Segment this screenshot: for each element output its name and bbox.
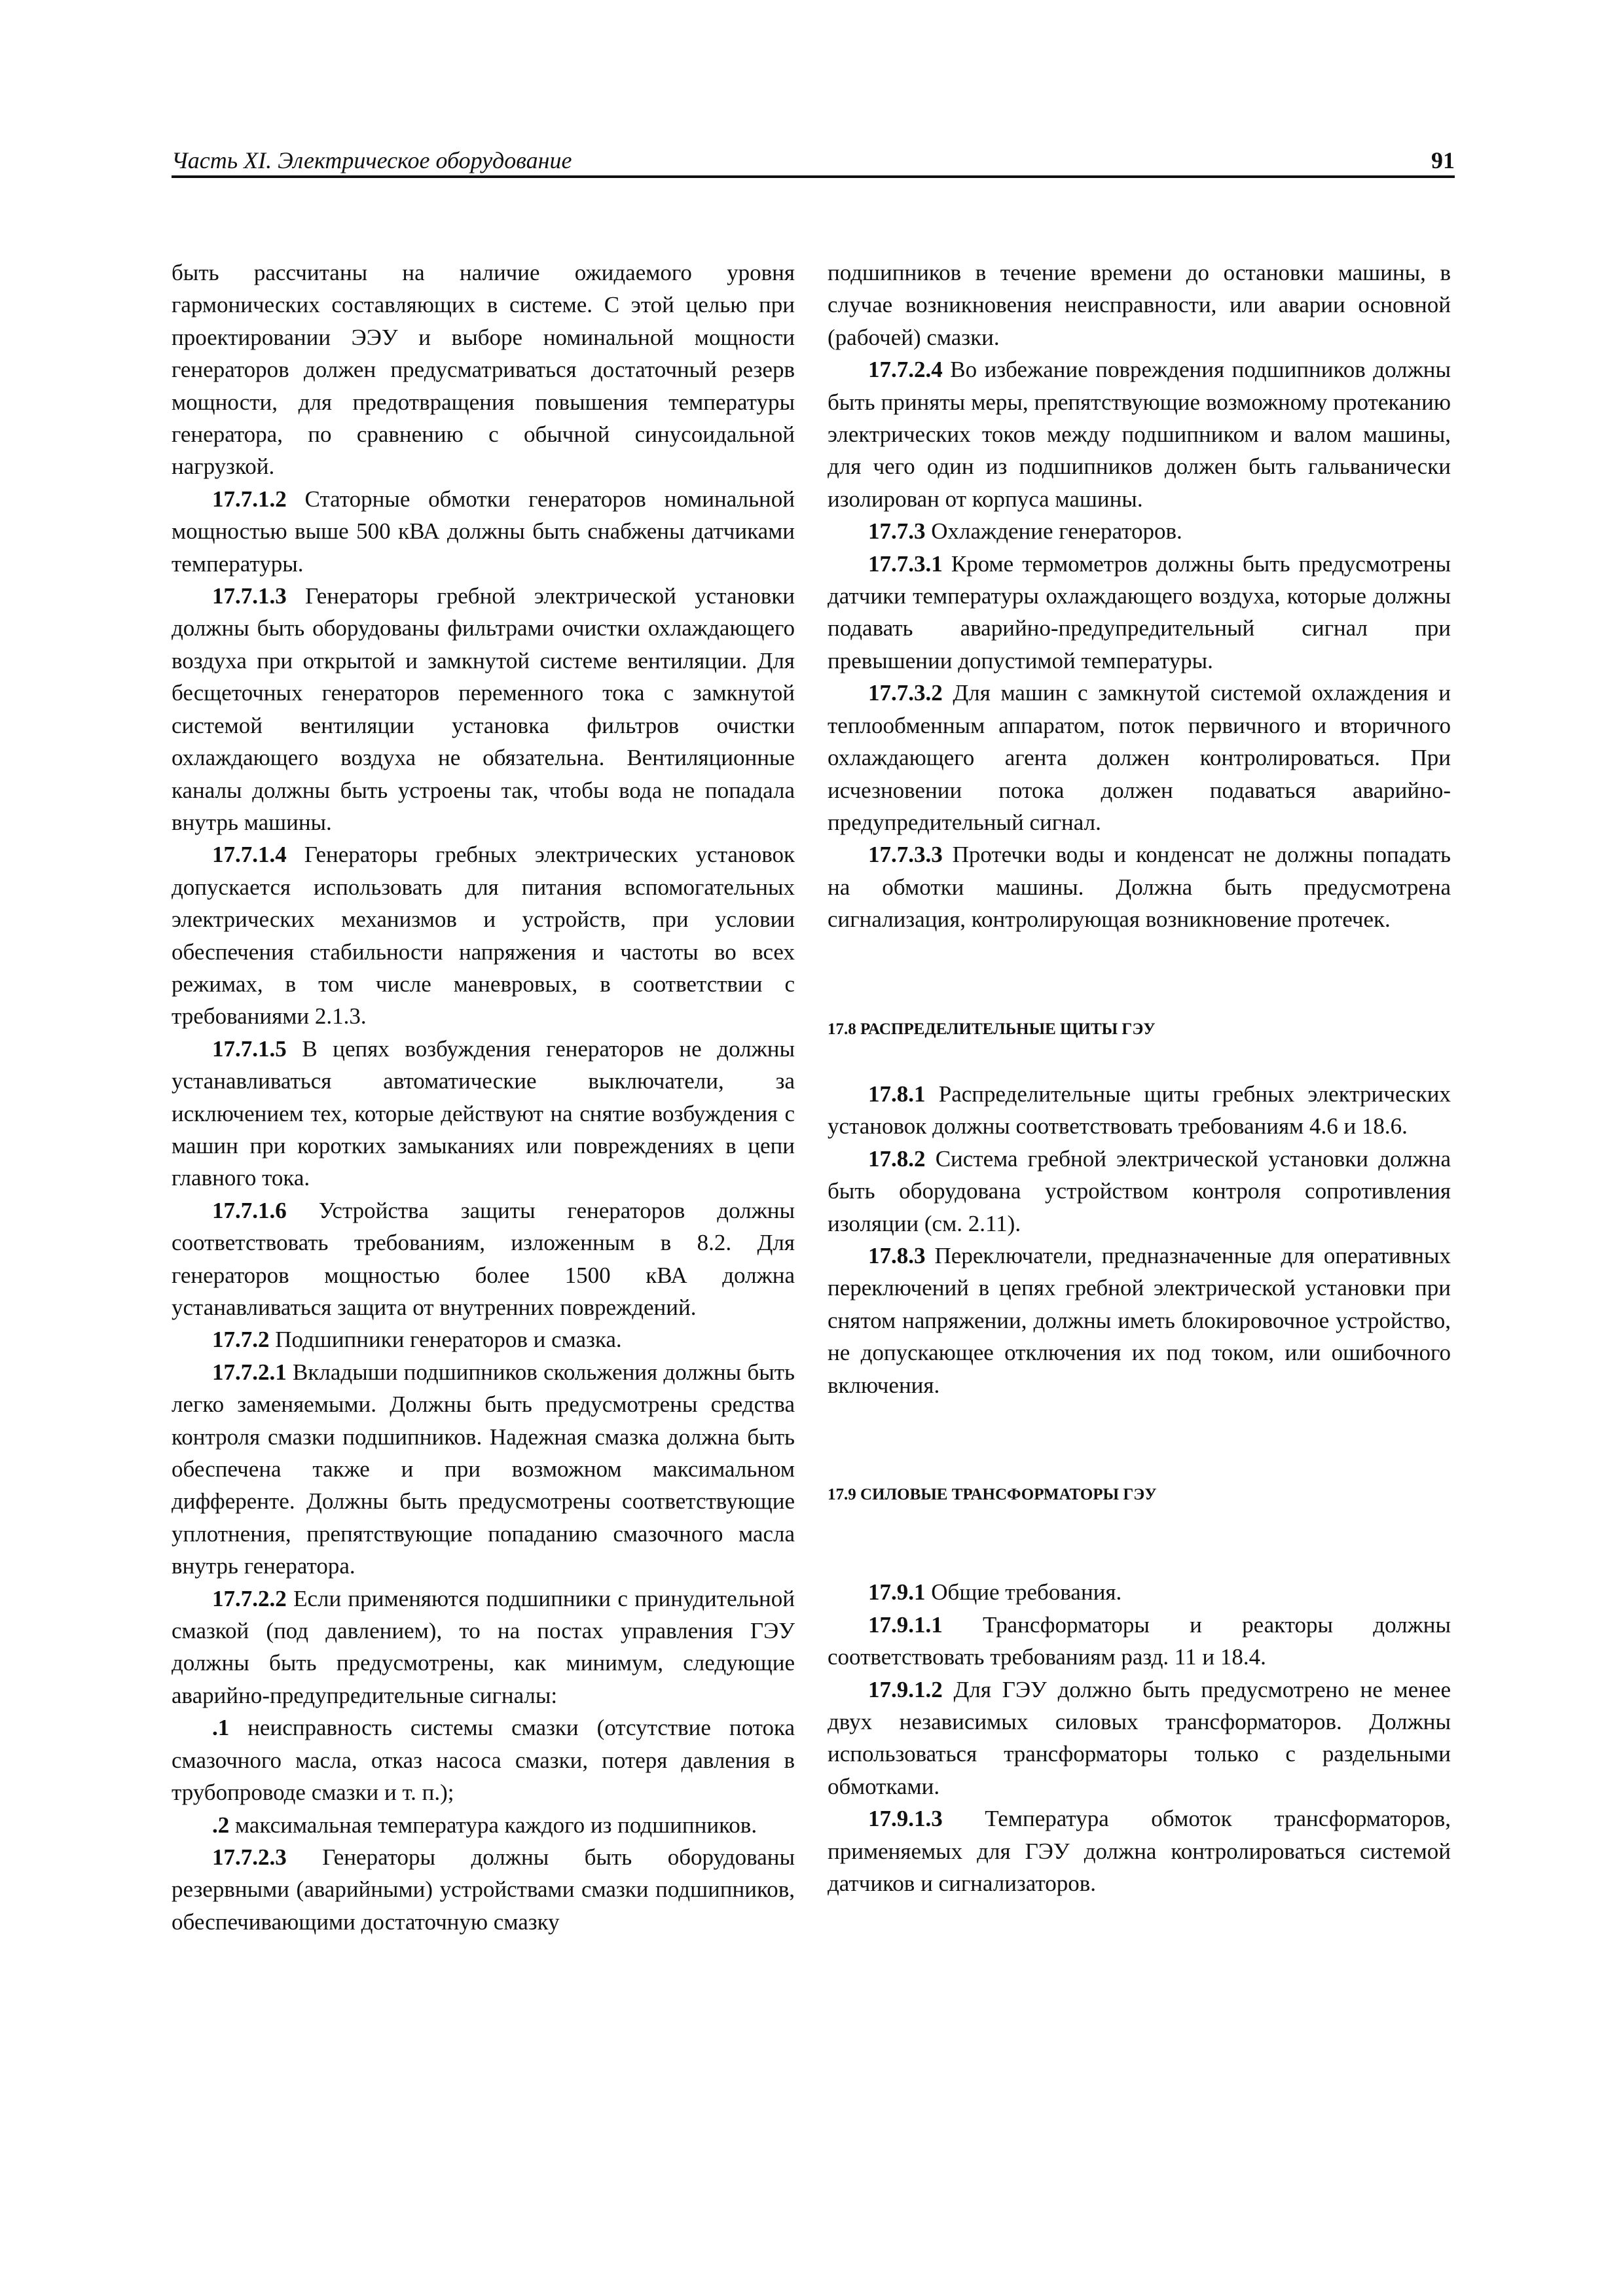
- paragraph: [828, 677, 1451, 838]
- list-number: .2: [212, 1812, 230, 1838]
- section-spacer: [828, 1401, 1451, 1479]
- clause-number: 17.7.2.3: [212, 1844, 287, 1870]
- header-rule: [172, 175, 1455, 178]
- clause-number: 17.7.3.1: [868, 550, 943, 577]
- paragraph-text: Статорные обмотки генераторов номинальной мощностью выше 500 кВА должны быть снабжены датчиками температуры.: [172, 486, 795, 577]
- paragraph: [828, 353, 1451, 515]
- paragraph-text: Для ГЭУ должно быть предусмотрено не менее двух независимых силовых трансформаторов. Должны использоваться трансформаторы только с раздельными обмотками.: [828, 1676, 1451, 1799]
- paragraph-text: Генераторы гребной электрической установки должны быть оборудованы фильтрами очистки охлаждающего воздуха при открытой и замкнутой системе вентиляции. Для бесщеточных генераторов переменного тока с замкнутой системой вентиляции установка фильтров очистки охлаждающего воздуха не обязательна. Вентиляционные каналы должны быть устроены так, чтобы вода не попадала внутрь машины.: [172, 583, 795, 835]
- clause-number: 17.7.2: [212, 1327, 270, 1353]
- paragraph-text: Протечки воды и конденсат не должны попадать на обмотки машины. Должна быть предусмотрена сигнализация, контролирующая возникновение протечек.: [828, 842, 1451, 933]
- clause-number: 17.8.3: [868, 1242, 926, 1268]
- clause-number: 17.7.1.4: [212, 842, 287, 868]
- paragraph: [828, 515, 1451, 547]
- list-item: [172, 1712, 795, 1808]
- paragraph: [828, 1674, 1451, 1803]
- paragraph: [172, 483, 795, 580]
- paragraph: [828, 548, 1451, 677]
- section-heading-17-8: 17.8 РАСПРЕДЕЛИТЕЛЬНЫЕ ЩИТЫ ГЭУ: [828, 1020, 1156, 1038]
- paragraph: [172, 257, 795, 483]
- paragraph-text: Трансформаторы и реакторы должны соответствовать требованиям разд. 11 и 18.4.: [828, 1611, 1451, 1670]
- paragraph: [172, 1841, 795, 1938]
- paragraph-text: Температура обмоток трансформаторов, применяемых для ГЭУ должна контролироваться системой датчиков и сигнализаторов.: [828, 1806, 1451, 1897]
- paragraph: [828, 1803, 1451, 1899]
- clause-number: 17.7.3.3: [868, 842, 943, 868]
- paragraph-text: Вкладыши подшипников скольжения должны быть легко заменяемыми. Должны быть предусмотрены средства контроля смазки подшипников. Надежная смазка должна быть обеспечена также и при возможном максимальном дифференте. Должны быть предусмотрены соответствующие уплотнения, препятствующие попаданию смазочного масла внутрь генератора.: [172, 1359, 795, 1579]
- paragraph: [828, 1609, 1451, 1674]
- clause-number: 17.7.1.3: [212, 583, 287, 609]
- paragraph: [172, 1323, 795, 1355]
- clause-number: 17.8.2: [868, 1145, 926, 1172]
- clause-number: 17.7.2.4: [868, 357, 943, 383]
- clause-number: 17.7.2.1: [212, 1359, 287, 1385]
- paragraph-text: Система гребной электрической установки должна быть оборудована устройством контроля сопротивления изоляции (см. 2.11).: [828, 1145, 1451, 1236]
- clause-number: 17.7.1.2: [212, 486, 287, 512]
- paragraph: [172, 1356, 795, 1583]
- section-spacer: [828, 1511, 1451, 1576]
- paragraph: [828, 1240, 1451, 1401]
- section-spacer: [828, 936, 1451, 1013]
- paragraph: [828, 1576, 1451, 1608]
- section-heading-17-9: 17.9 СИЛОВЫЕ ТРАНСФОРМАТОРЫ ГЭУ: [828, 1486, 1157, 1503]
- paragraph: [172, 580, 795, 838]
- paragraph: [172, 1583, 795, 1712]
- paragraph: [828, 838, 1451, 935]
- clause-number: 17.9.1.1: [868, 1611, 943, 1638]
- paragraph-text: Кроме термометров должны быть предусмотрены датчики температуры охлаждающего воздуха, которые должны подавать аварийно-предупредительный сигнал при превышении допустимой температуры.: [828, 550, 1451, 673]
- clause-number: 17.9.1: [868, 1579, 926, 1605]
- paragraph-text: Генераторы гребных электрических установок допускается использовать для питания вспомогательных электрических механизмов и устройств, при условии обеспечения стабильности напряжения и частоты во всех режимах, в том числе маневровых, в соответствии с требованиями 2.1.3.: [172, 842, 795, 1030]
- page-number: 91: [1431, 147, 1455, 173]
- right-column: [828, 257, 1451, 1899]
- running-header: [172, 143, 1455, 178]
- clause-number: 17.7.2.2: [212, 1585, 287, 1611]
- list-item-text: максимальная температура каждого из подшипников.: [235, 1812, 757, 1838]
- paragraph: [828, 1078, 1451, 1143]
- paragraph: [172, 838, 795, 1032]
- clause-number: 17.8.1: [868, 1081, 926, 1107]
- list-number: .1: [212, 1715, 230, 1741]
- paragraph-text: Переключатели, предназначенные для оперативных переключений в цепях гребной электрической установки при снятом напряжении, должны иметь блокировочное устройство, не допускающее отключения их под током, или ошибочного включения.: [828, 1242, 1451, 1398]
- clause-number: 17.7.3.2: [868, 680, 943, 706]
- clause-number: 17.7.1.5: [212, 1035, 287, 1062]
- clause-number: 17.9.1.3: [868, 1806, 943, 1832]
- clause-number: 17.9.1.2: [868, 1676, 943, 1702]
- paragraph: [828, 1143, 1451, 1240]
- paragraph-text: подшипников в течение времени до остановки машины, в случае возникновения неисправности, или аварии основной (рабочей) смазки.: [828, 260, 1451, 350]
- paragraph-text: Распределительные щиты гребных электрических установок должны соответствовать требованиям 4.6 и 18.6.: [828, 1081, 1451, 1139]
- clause-number: 17.7.1.6: [212, 1197, 287, 1223]
- header-title: Часть XI. Электрическое оборудование: [172, 147, 572, 173]
- left-column: [172, 257, 795, 1938]
- paragraph: [828, 257, 1451, 353]
- paragraph-text: Во избежание повреждения подшипников должны быть приняты меры, препятствующие возможному протеканию электрических токов между подшипником и валом машины, для чего один из подшипников должен быть гальванически изолирован от корпуса машины.: [828, 357, 1451, 512]
- paragraph-text: Устройства защиты генераторов должны соответствовать требованиям, изложенным в 8.2. Для генераторов мощностью более 1500 кВА должна устанавливаться защита от внутренних повреждений.: [172, 1197, 795, 1320]
- paragraph-text: Общие требования.: [931, 1579, 1122, 1605]
- paragraph-text: Подшипники генераторов и смазка.: [275, 1327, 622, 1353]
- paragraph: [172, 1033, 795, 1194]
- paragraph-text: В цепях возбуждения генераторов не должны устанавливаться автоматические выключатели, за исключением тех, которые действуют на снятие возбуждения с машин при коротких замыканиях или повреждениях в цепи главного тока.: [172, 1035, 795, 1191]
- clause-number: 17.7.3: [868, 518, 926, 545]
- paragraph-text: Если применяются подшипники с принудительной смазкой (под давлением), то на постах управления ГЭУ должны быть предусмотрены, как минимум, следующие аварийно-предупредительные сигналы:: [172, 1585, 795, 1708]
- paragraph-text: Генераторы должны быть оборудованы резервными (аварийными) устройствами смазки подшипников, обеспечивающими достаточную смазку: [172, 1844, 795, 1935]
- paragraph-text: Для машин с замкнутой системой охлаждения и теплообменным аппаратом, поток первичного и вторичного охлаждающего агента должен контролироваться. При исчезновении потока должен подаваться аварийно-предупредительный сигнал.: [828, 680, 1451, 835]
- paragraph-text: Охлаждение генераторов.: [931, 518, 1182, 545]
- paragraph: [172, 1194, 795, 1324]
- section-spacer: [828, 1045, 1451, 1078]
- list-item-text: неисправность системы смазки (отсутствие потока смазочного масла, отказ насоса смазки, потеря давления в трубопроводе смазки и т. п.);: [172, 1715, 795, 1806]
- list-item: [172, 1809, 795, 1841]
- paragraph-text: быть рассчитаны на наличие ожидаемого уровня гармонических составляющих в системе. С этой целью при проектировании ЭЭУ и выборе номинальной мощности генераторов должен предусматриваться достаточный резерв мощности, для предотвращения повышения температуры генератора, по сравнению с обычной синусоидальной нагрузкой.: [172, 260, 795, 480]
